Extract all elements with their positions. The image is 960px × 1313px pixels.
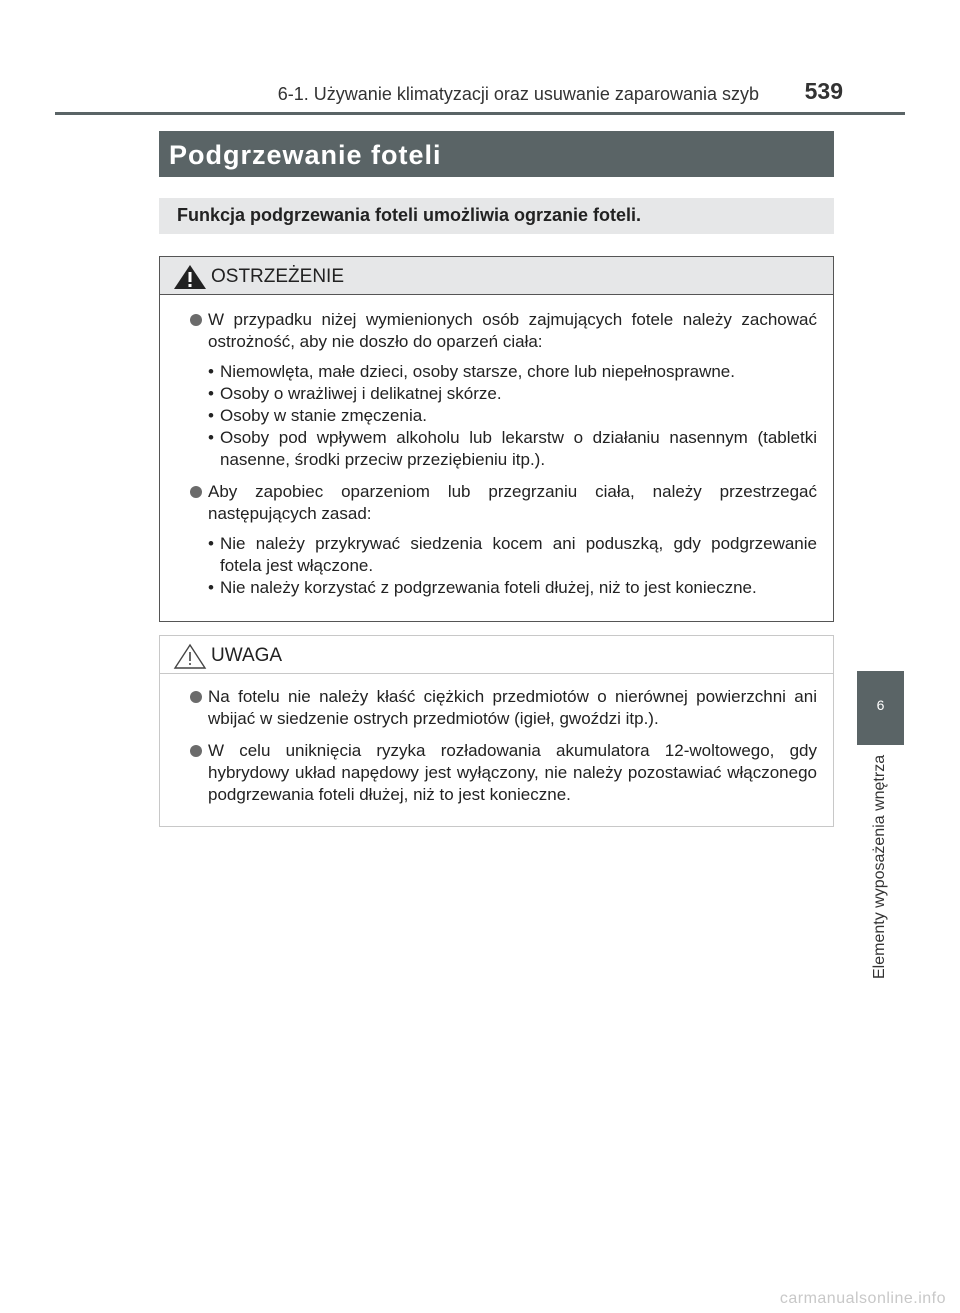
caution-triangle-icon [173, 643, 207, 669]
header-divider [55, 112, 905, 115]
notice-item [160, 740, 833, 806]
bullet-icon [190, 745, 202, 757]
warning-item-text: W przypadku niżej wymienionych osób zajmujących fotele należy zachować ostrożność, aby nie doszło do oparzeń ciała: [208, 310, 817, 351]
list-item: • Nie należy korzystać z podgrzewania foteli dłużej, niż to jest konieczne. [208, 577, 817, 599]
warning-box [159, 256, 834, 622]
warning-item [160, 309, 833, 471]
list-item: • Osoby w stanie zmęczenia. [208, 405, 817, 427]
notice-item [160, 686, 833, 730]
warning-triangle-icon [173, 264, 207, 290]
watermark: carmanualsonline.info [779, 1290, 946, 1307]
list-item: • Osoby o wrażliwej i delikatnej skórze. [208, 383, 817, 405]
page-number: 539 [804, 78, 843, 104]
warning-header [160, 257, 833, 295]
warning-label: OSTRZEŻENIE [211, 266, 345, 287]
chapter-title: 6-1. Używanie klimatyzacji oraz usuwanie zaparowania szyb [277, 84, 759, 104]
warning-sublist [208, 533, 817, 599]
chapter-tab: 6 [857, 671, 904, 745]
bullet-icon [190, 486, 202, 498]
notice-label: UWAGA [211, 645, 283, 666]
warning-content [160, 309, 833, 599]
list-item: • Nie należy przykrywać siedzenia kocem ani poduszką, gdy podgrzewanie fotela jest włączone. [208, 533, 817, 577]
page-header [0, 78, 905, 114]
notice-box [159, 635, 834, 827]
section-intro: Funkcja podgrzewania foteli umożliwia ogrzanie foteli. [159, 198, 834, 234]
chapter-side-label: Elementy wyposażenia wnętrza [871, 755, 888, 980]
list-item: • Niemowlęta, małe dzieci, osoby starsze, chore lub niepełnosprawne. [208, 361, 817, 383]
warning-sublist [208, 361, 817, 471]
section-title: Podgrzewanie foteli [159, 131, 834, 177]
warning-item-text: Aby zapobiec oparzeniom lub przegrzaniu ciała, należy przestrzegać następujących zasad: [208, 482, 817, 523]
list-item: • Osoby pod wpływem alkoholu lub lekarstw o działaniu nasennym (tabletki nasenne, środki przeciw przeziębieniu itp.). [208, 427, 817, 471]
warning-item [160, 481, 833, 599]
notice-item-text: W celu uniknięcia ryzyka rozładowania akumulatora 12-woltowego, gdy hybrydowy układ napędowy jest wyłączony, nie należy pozostawiać włączonego podgrzewania foteli dłużej, niż to jest konieczne. [208, 741, 817, 804]
notice-header [160, 636, 833, 674]
bullet-icon [190, 314, 202, 326]
bullet-icon [190, 691, 202, 703]
notice-content [160, 686, 833, 806]
notice-item-text: Na fotelu nie należy kłaść ciężkich przedmiotów o nierównej powierzchni ani wbijać w siedzenie ostrych przedmiotów (igieł, gwoździ itp.). [208, 687, 817, 728]
